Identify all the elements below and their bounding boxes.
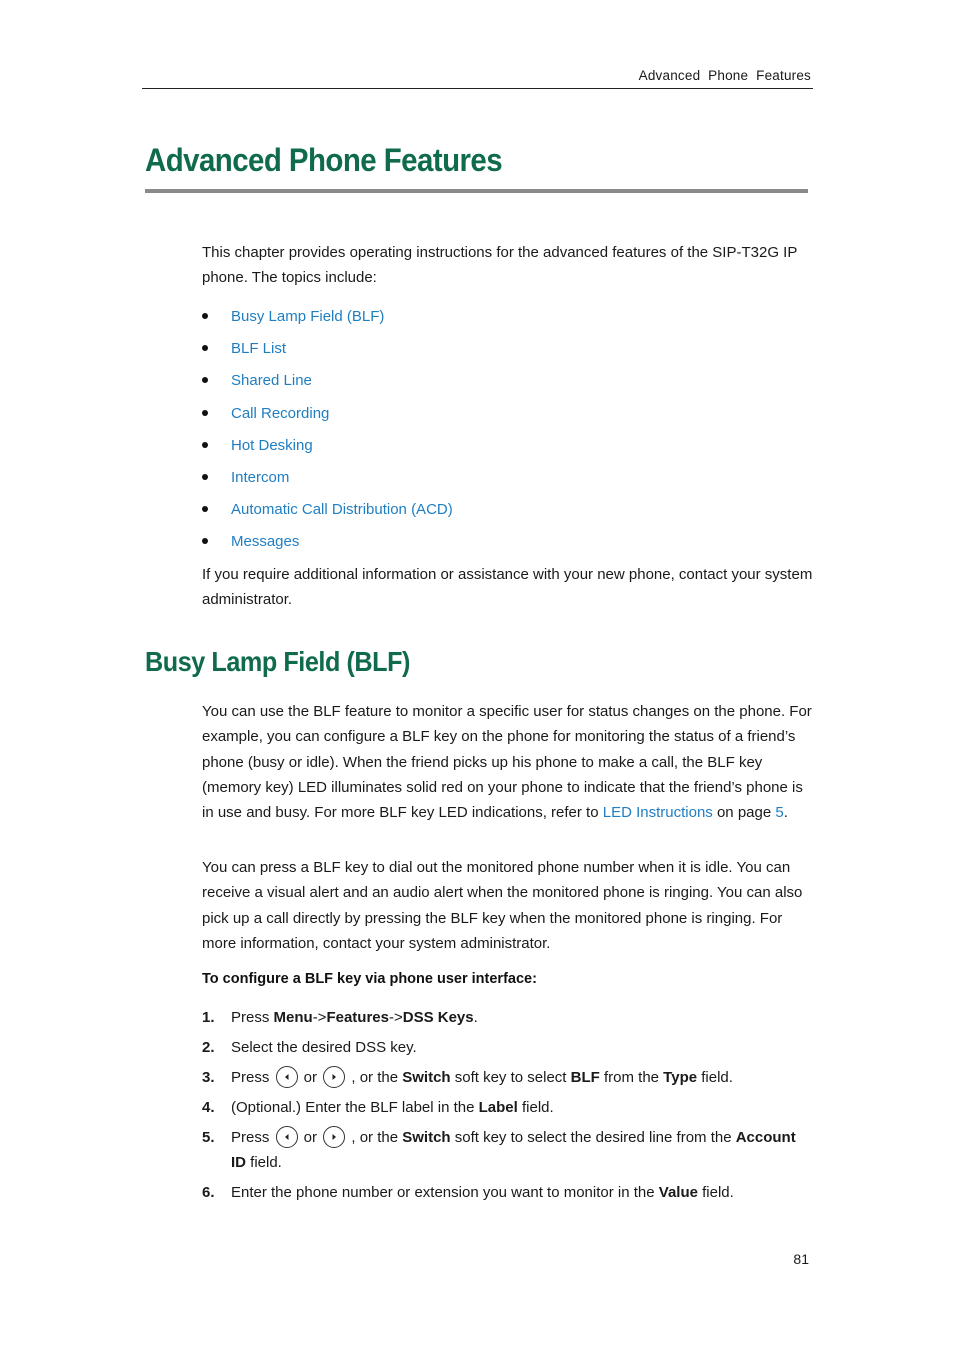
blf-paragraph-1 <box>202 699 814 825</box>
section-title: Busy Lamp Field (BLF) <box>145 646 410 677</box>
step-number: 1. <box>202 1009 215 1026</box>
bullet-icon <box>202 538 208 544</box>
page-link[interactable]: 5 <box>775 804 784 822</box>
step-text: , or the <box>347 1129 403 1146</box>
list-item <box>202 336 802 368</box>
step-text: field. <box>246 1154 282 1171</box>
value-term: Value <box>658 1184 698 1201</box>
bullet-icon <box>202 345 208 351</box>
topic-link[interactable]: Automatic Call Distribution (ACD) <box>231 501 453 519</box>
bullet-icon <box>202 377 208 383</box>
blf-text: . <box>783 804 788 822</box>
step-text: -> <box>388 1009 403 1026</box>
step-item <box>202 1125 814 1175</box>
step-text: from the <box>599 1069 664 1086</box>
page-number: 81 <box>793 1251 809 1267</box>
list-item <box>202 401 802 433</box>
running-header: Advanced Phone Features <box>638 68 811 83</box>
step-text: Press <box>231 1129 274 1146</box>
topic-link[interactable]: BLF List <box>231 340 287 358</box>
chapter-title: Advanced Phone Features <box>145 142 503 178</box>
switch-term: Switch <box>402 1129 451 1146</box>
step-number: 3. <box>202 1069 215 1086</box>
step-number: 5. <box>202 1129 215 1146</box>
step-text: -> <box>312 1009 327 1026</box>
bullet-icon <box>202 410 208 416</box>
features-term: Features <box>326 1009 389 1026</box>
topic-link[interactable]: Intercom <box>231 468 290 486</box>
list-item <box>202 529 802 561</box>
topic-list <box>202 304 802 562</box>
blf-paragraph-2: You can press a BLF key to dial out the monitored phone number when it is idle. You can receive a visual alert and an audio alert when the monitored phone is ringing. You can also pick up a call directly by pressing the BLF key when the monitored phone is ringing. For more information, contact your system administrator. <box>202 859 803 952</box>
step-text: field. <box>697 1069 733 1086</box>
list-item <box>202 465 802 497</box>
step-item <box>202 1035 814 1060</box>
bullet-icon <box>202 442 208 448</box>
list-item <box>202 304 802 336</box>
list-item <box>202 433 802 465</box>
bullet-icon <box>202 506 208 512</box>
step-text: soft key to select <box>450 1069 571 1086</box>
step-text: Press <box>231 1009 274 1026</box>
step-item <box>202 1005 814 1030</box>
step-text: . <box>473 1009 478 1026</box>
led-instructions-link[interactable]: LED Instructions <box>602 804 713 822</box>
menu-term: Menu <box>273 1009 313 1026</box>
step-list <box>202 1005 814 1210</box>
label-term: Label <box>478 1099 518 1116</box>
blf-term: BLF <box>570 1069 600 1086</box>
step-text: , or the <box>347 1069 403 1086</box>
switch-term: Switch <box>402 1069 451 1086</box>
header-rule <box>142 88 813 89</box>
step-text: field. <box>517 1099 554 1116</box>
step-number: 6. <box>202 1184 215 1201</box>
step-number: 2. <box>202 1039 215 1056</box>
topic-link[interactable]: Busy Lamp Field (BLF) <box>231 308 385 325</box>
topic-link[interactable]: Hot Desking <box>231 436 313 454</box>
step-number: 4. <box>202 1099 215 1116</box>
right-navigation-key-icon <box>323 1126 345 1148</box>
topic-link[interactable]: Shared Line <box>231 372 312 390</box>
step-text: or <box>299 1129 322 1146</box>
closing-paragraph: If you require additional information or assistance with your new phone, contact your system administrator. <box>202 566 813 609</box>
step-text: or <box>299 1069 322 1086</box>
left-navigation-key-icon <box>276 1066 298 1088</box>
bullet-icon <box>202 474 208 480</box>
topic-link[interactable]: Call Recording <box>231 404 330 422</box>
step-text: Select the desired DSS key. <box>231 1039 417 1056</box>
step-text: soft key to select the desired line from the <box>450 1129 736 1146</box>
list-item <box>202 497 802 529</box>
step-text: Press <box>231 1069 274 1086</box>
step-text: field. <box>697 1184 734 1201</box>
intro-paragraph: This chapter provides operating instructions for the advanced features of the SIP-T32G IP phone. The topics include: <box>202 244 798 287</box>
step-item <box>202 1065 814 1090</box>
step-item <box>202 1095 814 1120</box>
right-navigation-key-icon <box>323 1066 345 1088</box>
procedure-title: To configure a BLF key via phone user interface: <box>202 971 537 987</box>
blf-text: on page <box>712 804 776 822</box>
blf-text: You can use the BLF feature to monitor a specific user for status changes on the phone. For example, you can configure a BLF key on the phone for monitoring the status of a friend’s phone (busy or idle). When the friend picks up his phone to make a call, the BLF key (memory key) LED illuminates solid red on your phone to indicate that the friend’s phone is in use and busy. For more BLF key LED indications, refer to <box>202 703 812 822</box>
topic-link[interactable]: Messages <box>231 533 300 551</box>
type-term: Type <box>663 1069 698 1086</box>
title-rule <box>145 189 808 193</box>
left-navigation-key-icon <box>276 1126 298 1148</box>
bullet-icon <box>202 313 208 319</box>
list-item <box>202 368 802 400</box>
dss-keys-term: DSS Keys <box>402 1009 474 1026</box>
account-id-term: Account ID <box>231 1129 796 1171</box>
step-text: Enter the phone number or extension you want to monitor in the <box>231 1184 659 1201</box>
step-text: (Optional.) Enter the BLF label in the <box>231 1099 479 1116</box>
step-item <box>202 1180 814 1205</box>
